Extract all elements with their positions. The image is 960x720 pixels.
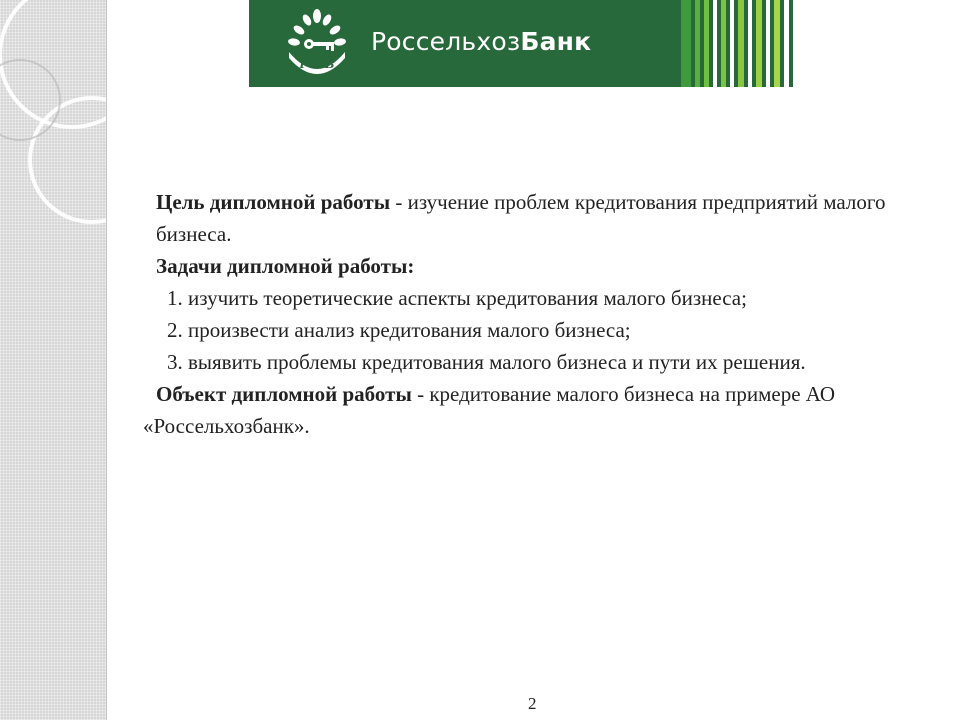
stripe [681, 0, 691, 87]
goal-text: - изучение проблем кредитования предприятий малого бизнеса. [156, 190, 886, 246]
stripe [738, 0, 744, 87]
bank-name [371, 27, 591, 56]
task-item-2: 2. произвести анализ кредитования малого бизнеса; [167, 318, 631, 342]
tasks-label: Задачи дипломной работы: [156, 254, 415, 278]
stripe [766, 0, 770, 87]
stripe [748, 0, 752, 87]
decorative-side-panel [0, 0, 107, 720]
page-number: 2 [528, 694, 537, 713]
bank-name-part1: Россельхоз [371, 27, 521, 56]
object-label: Объект дипломной работы [156, 382, 412, 406]
task-item-3: 3. выявить проблемы кредитования малого бизнеса и пути их решения. [167, 350, 806, 374]
stripe [730, 0, 734, 87]
stripe [713, 0, 717, 87]
task-item-1: 1. изучить теоретические аспекты кредитования малого бизнеса; [167, 286, 747, 310]
header-banner [249, 0, 814, 87]
main-text [143, 186, 913, 442]
stripe [784, 0, 789, 87]
decorative-rings [0, 0, 106, 720]
stripe [721, 0, 726, 87]
bank-logo-icon [279, 6, 355, 82]
object-paragraph [143, 378, 913, 442]
logo-text: РСХБ [299, 58, 335, 71]
bank-name-part2: Банк [520, 27, 592, 56]
decorative-stripes [669, 0, 814, 87]
stripe [756, 0, 762, 87]
goal-paragraph [143, 186, 913, 250]
goal-label: Цель дипломной работы [156, 190, 391, 214]
stripe [774, 0, 780, 87]
stripe [695, 0, 700, 87]
stripe [793, 0, 814, 87]
stripe [704, 0, 709, 87]
object-text: - кредитование малого бизнеса на примере АО «Россельхозбанк». [143, 382, 836, 438]
